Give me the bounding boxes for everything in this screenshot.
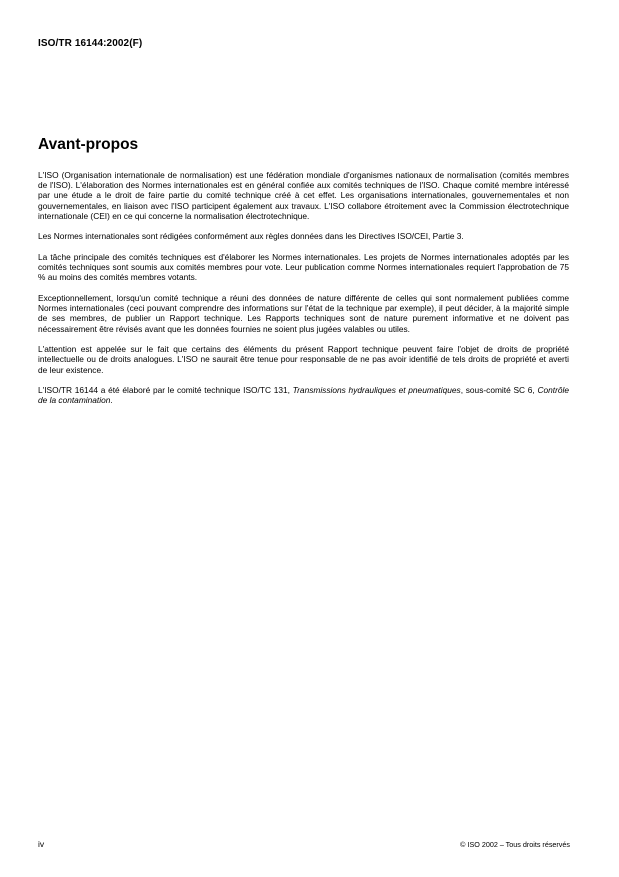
paragraph-directives: Les Normes internationales sont rédigées conformément aux règles données dans les Directives ISO/CEI, Partie 3.	[38, 231, 464, 242]
subcommittee-name: Contrôle de la contamination	[38, 385, 569, 406]
copyright-notice: © ISO 2002 – Tous droits réservés	[460, 840, 570, 849]
paragraph-committee-tasks: La tâche principale des comités techniques est d'élaborer les Normes internationales. Les projets de Normes internationales adoptés par les comités techniques sont soumis aux comités membres pour vote. Leur publication comme Normes internationales requiert l'approbation de 75 % au moins des comités membres votants.	[38, 252, 569, 283]
paragraph-iso-organisation: L'ISO (Organisation internationale de normalisation) est une fédération mondiale d'organismes nationaux de normalisation (comités membres de l'ISO). L'élaboration des Normes internationales est en général confiée aux comités techniques de l'ISO. Chaque comité membre intéressé par une étude a le droit de faire partie du comité technique créé à cet effet. Les organisations internationales, gouvernementales et non gouvernementales, en liaison avec l'ISO participent également aux travaux. L'ISO collabore étroitement avec la Commission électrotechnique internationale (CEI) en ce qui concerne la normalisation électrotechnique.	[38, 170, 569, 221]
committee-name: Transmissions hydrauliques et pneumatiques	[292, 385, 461, 396]
prepared-by-text-1: L'ISO/TR 16144 a été élaboré par le comité technique ISO/TC 131,	[38, 385, 293, 396]
prepared-by-text-3: .	[110, 395, 113, 406]
document-id-header: ISO/TR 16144:2002(F)	[38, 38, 143, 49]
page-number: iv	[38, 839, 45, 849]
prepared-by-text-2: , sous-comité SC 6,	[460, 385, 538, 396]
paragraph-prepared-by	[38, 385, 569, 405]
section-title: Avant-propos	[38, 136, 139, 153]
foreword-body	[38, 170, 569, 416]
paragraph-technical-reports: Exceptionnellement, lorsqu'un comité technique a réuni des données de nature différente de celles qui sont normalement publiées comme Normes internationales (ceci pouvant comprendre des informations sur l'état de la technique par exemple), il peut décider, à la majorité simple de ses membres, de publier un Rapport technique. Les Rapports techniques sont de nature purement informative et ne doivent pas nécessairement être révisés avant que les données fournies ne soient plus jugées valables ou utiles.	[38, 293, 569, 334]
paragraph-patent-rights: L'attention est appelée sur le fait que certains des éléments du présent Rapport technique peuvent faire l'objet de droits de propriété intellectuelle ou de droits analogues. L'ISO ne saurait être tenue pour responsable de ne pas avoir identifié de tels droits de propriété et averti de leur existence.	[38, 344, 569, 375]
